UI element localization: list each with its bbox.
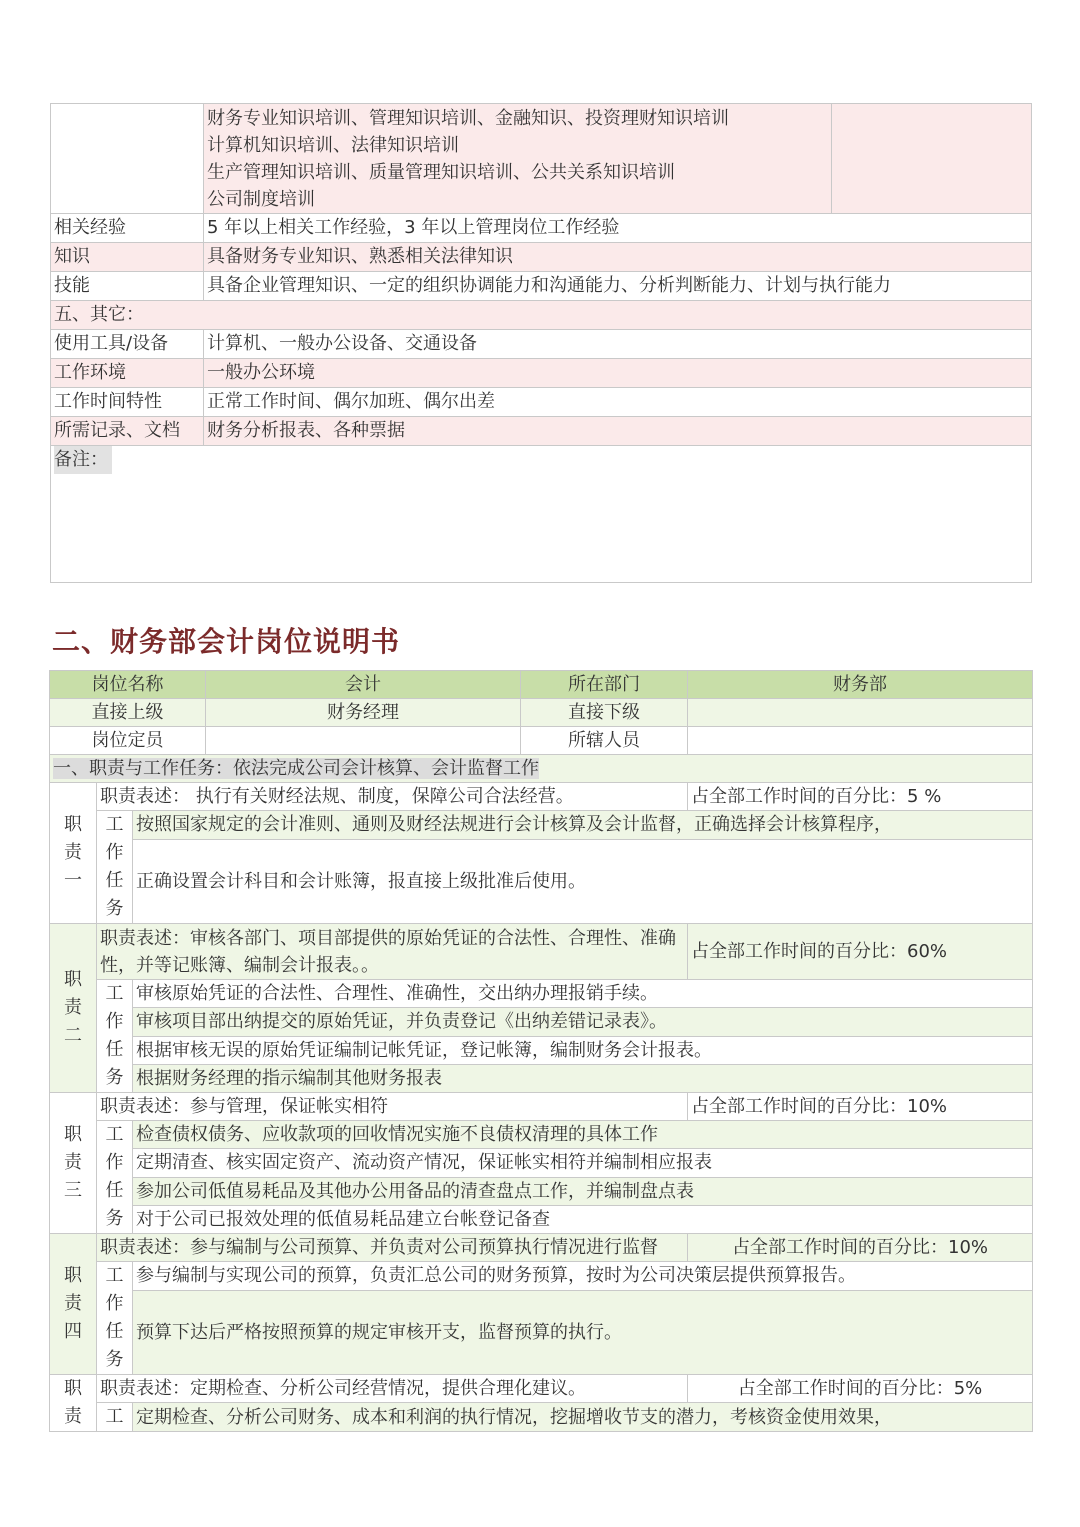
staffing-value	[206, 727, 521, 755]
job-name-label: 岗位名称	[50, 671, 206, 699]
duty-2-task: 审核项目部出纳提交的原始凭证，并负责登记《出纳差错记录表》。	[133, 1008, 1033, 1036]
experience-label: 相关经验	[51, 214, 204, 243]
work-time-value: 正常工作时间、偶尔加班、偶尔出差	[204, 388, 1032, 417]
dept-value: 财务部	[688, 671, 1033, 699]
duty-2-description: 职责表述：审核各部门、项目部提供的原始凭证的合法性、合理性、准确性，并等记账簿、编制会计报表。。	[97, 924, 688, 980]
work-time-label: 工作时间特性	[51, 388, 204, 417]
section-duties-heading: 一、职责与工作任务：依法完成公司会计核算、会计监督工作	[50, 755, 1033, 783]
job-description-table	[49, 670, 1033, 1432]
tools-value: 计算机、一般办公设备、交通设备	[204, 330, 1032, 359]
duty-3-task: 检查债权债务、应收款项的回收情况实施不良债权清理的具体工作	[133, 1121, 1033, 1149]
remarks-cell	[51, 446, 1032, 583]
duty-1-description: 职责表述： 执行有关财经法规、制度，保障公司合法经营。	[97, 783, 688, 811]
environment-value: 一般办公环境	[204, 359, 1032, 388]
duty-1-task: 正确设置会计科目和会计账簿，报直接上级批准后使用。	[133, 839, 1033, 923]
subordinate-value	[688, 699, 1033, 727]
records-label: 所需记录、文档	[51, 417, 204, 446]
duty-4-task-label: 工 作 任 务	[97, 1262, 133, 1375]
managed-value	[688, 727, 1033, 755]
environment-label: 工作环境	[51, 359, 204, 388]
duty-3-task: 定期清查、核实固定资产、流动资产情况，保证帐实相符并编制相应报表	[133, 1149, 1033, 1177]
training-line: 公司制度培训	[207, 188, 315, 210]
duty-2-task: 根据财务经理的指示编制其他财务报表	[133, 1064, 1033, 1092]
duty-2-task-label: 工 作 任 务	[97, 980, 133, 1093]
job-requirements-table	[50, 103, 1032, 583]
training-label-cell	[51, 104, 204, 214]
training-extra-cell	[832, 104, 1032, 214]
duty-3-task: 参加公司低值易耗品及其他办公用备品的清查盘点工作，并编制盘点表	[133, 1177, 1033, 1205]
knowledge-value: 具备财务专业知识、熟悉相关法律知识	[204, 243, 1032, 272]
duty-3-percent: 占全部工作时间的百分比：10%	[688, 1093, 1033, 1121]
tools-label: 使用工具/设备	[51, 330, 204, 359]
superior-value: 财务经理	[206, 699, 521, 727]
superior-label: 直接上级	[50, 699, 206, 727]
skills-value: 具备企业管理知识、一定的组织协调能力和沟通能力、分析判断能力、计划与执行能力	[204, 272, 1032, 301]
dept-label: 所在部门	[521, 671, 688, 699]
duty-4-task: 参与编制与实现公司的预算，负责汇总公司的财务预算，按时为公司决策层提供预算报告。	[133, 1262, 1033, 1291]
section-title: 二、财务部会计岗位说明书	[52, 625, 401, 658]
duty-5-label: 职 责	[50, 1375, 97, 1432]
section-other-heading: 五、其它：	[51, 301, 1032, 330]
skills-label: 技能	[51, 272, 204, 301]
duty-5-percent: 占全部工作时间的百分比：5%	[688, 1375, 1033, 1403]
duty-1-label: 职 责 一	[50, 783, 97, 924]
training-line: 计算机知识培训、法律知识培训	[207, 134, 459, 156]
duty-2-percent: 占全部工作时间的百分比：60%	[688, 924, 1033, 980]
duty-3-label: 职 责 三	[50, 1093, 97, 1234]
duty-1-task-label: 工 作 任 务	[97, 811, 133, 924]
duty-3-task: 对于公司已报效处理的低值易耗品建立台帐登记备查	[133, 1205, 1033, 1233]
duty-2-task: 审核原始凭证的合法性、合理性、准确性，交出纳办理报销手续。	[133, 980, 1033, 1008]
duty-4-percent: 占全部工作时间的百分比：10%	[688, 1234, 1033, 1262]
knowledge-label: 知识	[51, 243, 204, 272]
duty-4-task: 预算下达后严格按照预算的规定审核开支，监督预算的执行。	[133, 1290, 1033, 1374]
experience-value: 5 年以上相关工作经验，3 年以上管理岗位工作经验	[204, 214, 1032, 243]
duty-5-task: 定期检查、分析公司财务、成本和利润的执行情况，挖掘增收节支的潜力，考核资金使用效果，	[133, 1403, 1033, 1432]
duty-5-description: 职责表述：定期检查、分析公司经营情况，提供合理化建议。	[97, 1375, 688, 1403]
training-line: 生产管理知识培训、质量管理知识培训、公共关系知识培训	[207, 161, 675, 183]
training-line: 财务专业知识培训、管理知识培训、金融知识、投资理财知识培训	[207, 107, 729, 129]
duty-4-label: 职 责 四	[50, 1234, 97, 1375]
staffing-label: 岗位定员	[50, 727, 206, 755]
duty-3-task-label: 工 作 任 务	[97, 1121, 133, 1234]
duty-2-label: 职 责 二	[50, 924, 97, 1093]
remarks-label: 备注：	[54, 446, 112, 474]
duty-5-task-label: 工	[97, 1403, 133, 1432]
job-name-value: 会计	[206, 671, 521, 699]
records-value: 财务分析报表、各种票据	[204, 417, 1032, 446]
duty-3-description: 职责表述：参与管理，保证帐实相符	[97, 1093, 688, 1121]
subordinate-label: 直接下级	[521, 699, 688, 727]
duty-1-percent: 占全部工作时间的百分比：5 %	[688, 783, 1033, 811]
duty-1-task: 按照国家规定的会计准则、通则及财经法规进行会计核算及会计监督，正确选择会计核算程序，	[133, 811, 1033, 840]
managed-label: 所辖人员	[521, 727, 688, 755]
duty-4-description: 职责表述：参与编制与公司预算、并负责对公司预算执行情况进行监督	[97, 1234, 688, 1262]
training-content	[204, 104, 832, 214]
duty-2-task: 根据审核无误的原始凭证编制记帐凭证，登记帐簿，编制财务会计报表。	[133, 1036, 1033, 1064]
